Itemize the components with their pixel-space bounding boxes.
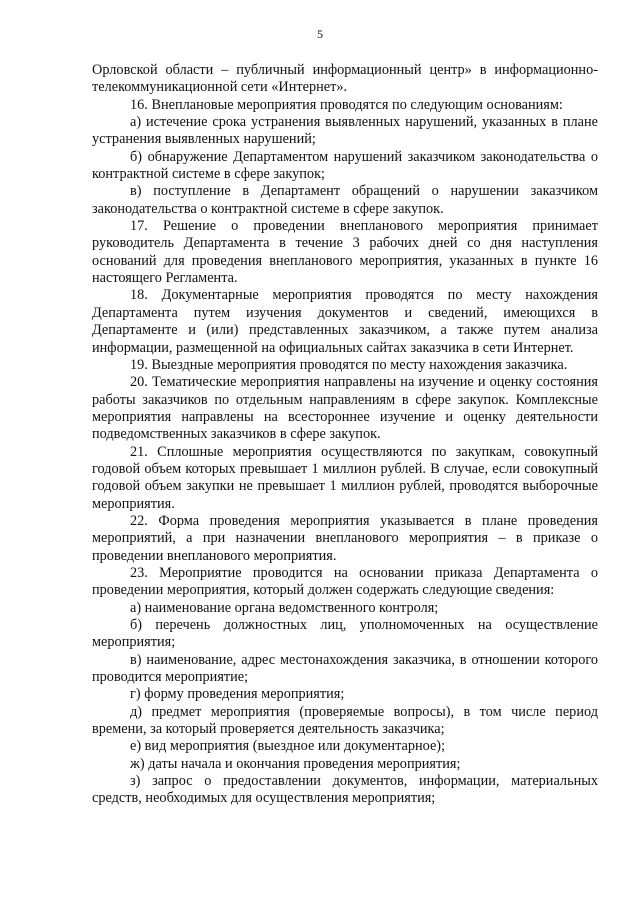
paragraph-23-a: а) наименование органа ведомственного контроля; [130,599,439,616]
paragraph-19: 19. Выездные мероприятия проводятся по месту нахождения заказчика. [130,356,568,373]
paragraph-16-b: б) обнаружение Департаментом нарушений заказчиком законодательства о контрактной системе в сфере закупок; [92,148,598,183]
paragraph-23-g: г) форму проведения мероприятия; [130,686,345,703]
paragraph-20: 20. Тематические мероприятия направлены на изучение и оценку состояния работы заказчиков по отдельным направлениям в сфере закупок. Комплексные мероприятия направлены на всестороннее изучение и оценку деятельности подведомственных заказчиков в сфере закупок. [92,374,598,443]
body-text [92,62,598,808]
paragraph-23-e: е) вид мероприятия (выездное или документарное); [130,738,446,755]
page-number: 5 [317,27,323,41]
paragraph-17: 17. Решение о проведении внепланового мероприятия принимает руководитель Департамента в течение 3 рабочих дней со дня наступления оснований для проведения внепланового мероприятия, указанных в пункте 16 настоящего Регламента. [92,218,598,287]
paragraph-18: 18. Документарные мероприятия проводятся по месту нахождения Департамента путем изучения документов и сведений, имеющихся в Департаменте и (или) представленных заказчиком, а также путем анализа информации, размещенной на официальных сайтах заказчика в сети Интернет. [92,287,598,356]
paragraph-22: 22. Форма проведения мероприятия указывается в плане проведения мероприятий, а при назначении внепланового мероприятия – в приказе о проведении внепланового мероприятия. [92,512,598,564]
paragraph-16-v: в) поступление в Департамент обращений о нарушении заказчиком законодательства о контрактной системе в сфере закупок. [92,183,598,217]
paragraph-16-a: а) истечение срока устранения выявленных нарушений, указанных в плане устранения выявленных нарушений; [92,114,598,148]
paragraph-23: 23. Мероприятие проводится на основании приказа Департамента о проведении мероприятия, который должен содержать следующие сведения: [92,564,598,599]
paragraph-16: 16. Внеплановые мероприятия проводятся по следующим основаниям: [130,96,563,113]
paragraph-23-v: в) наименование, адрес местонахождения заказчика, в отношении которого проводится мероприятие; [92,651,598,686]
paragraph-21: 21. Сплошные мероприятия осуществляются по закупкам, совокупный годовой объем которых превышает 1 миллион рублей. В случае, если совокупный годовой объем закупки не превышает 1 миллион рублей, проводятся выборочные мероприятия. [92,443,598,512]
paragraph-23-d: д) предмет мероприятия (проверяемые вопросы), в том числе период времени, за который проверяется деятельность заказчика; [92,703,598,738]
paragraph-23-zh: ж) даты начала и окончания проведения мероприятия; [130,755,461,772]
paragraph-23-b: б) перечень должностных лиц, уполномоченных на осуществление мероприятия; [92,617,598,651]
paragraph-23-z: з) запрос о предоставлении документов, информации, материальных средств, необходимых для осуществления мероприятия; [92,773,598,807]
paragraph-continuation: Орловской области – публичный информационный центр» в информационно-телекоммуникационной сети «Интернет». [92,62,598,96]
